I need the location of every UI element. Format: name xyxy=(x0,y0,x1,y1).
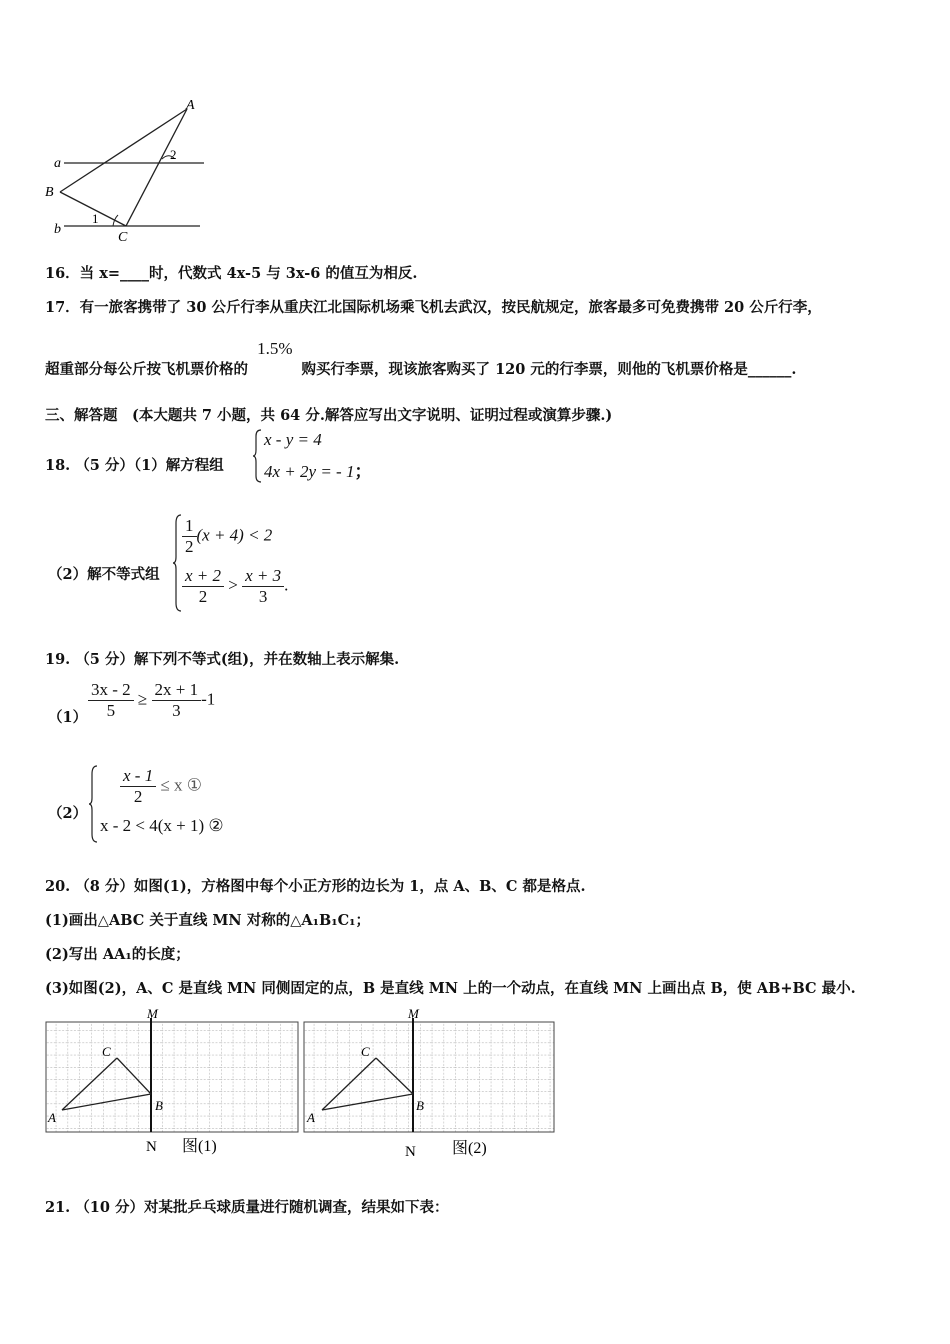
q18-ineq2-lfrac xyxy=(182,566,224,607)
label-A: A xyxy=(186,98,195,113)
label-C: C xyxy=(118,230,128,245)
question-18-part2: （2）解不等式组 xyxy=(48,566,160,583)
segment-ba xyxy=(60,109,187,192)
q19-p1-rfrac xyxy=(152,680,202,721)
question-19-title: 19. （5 分）解下列不等式(组)，并在数轴上表示解集. xyxy=(45,651,400,668)
label-m: M xyxy=(408,1006,419,1021)
question-20-title: 20. （8 分）如图(1)，方格图中每个小正方形的边长为 1，点 A、B、C 都是格点. xyxy=(45,878,586,895)
grid-figure-2 xyxy=(302,1006,558,1162)
q18-ineq2-rfrac xyxy=(242,566,284,607)
q18-ineq2-op: > xyxy=(228,575,238,595)
parallel-lines-figure xyxy=(40,95,220,245)
label-c: C xyxy=(102,1044,111,1059)
label-n: N xyxy=(146,1139,157,1155)
q18-ineq1-den: 2 xyxy=(185,537,194,556)
q19-p2-line1 xyxy=(120,766,202,807)
q19-p1-lnum: 3x - 2 xyxy=(88,680,134,701)
segment-ac xyxy=(126,109,187,226)
question-18-part1: 18. （5 分）（1）解方程组 xyxy=(45,457,224,474)
q20-sub1: (1)画出△ABC 关于直线 MN 对称的△A₁B₁C₁； xyxy=(45,912,370,929)
q20-sub2: (2)写出 AA₁的长度； xyxy=(45,946,190,963)
label-n: N xyxy=(405,1144,416,1160)
question-21: 21. （10 分）对某批乒乓球质量进行随机调查，结果如下表： xyxy=(45,1199,449,1216)
q18-eq2 xyxy=(264,457,371,482)
label-angle2: 2 xyxy=(170,147,177,162)
q19-part1-expr xyxy=(88,680,215,721)
q19-brace xyxy=(88,764,98,844)
q19-p1-rden: 3 xyxy=(172,701,181,720)
label-b: B xyxy=(416,1098,424,1113)
q19-p1-lden: 5 xyxy=(106,701,116,720)
q18-ineq2 xyxy=(182,566,288,607)
q18-ineq1-frac xyxy=(182,516,197,557)
label-b: B xyxy=(155,1098,163,1113)
q19-p1-rnum: 2x + 1 xyxy=(152,680,202,701)
q18-brace-1 xyxy=(252,428,262,484)
q19-p2-den: 2 xyxy=(133,787,143,806)
q19-part2-label: （2） xyxy=(48,805,88,822)
q18-ineq1-rest: (x + 4) < 2 xyxy=(196,525,273,545)
caption-figure-2: 图(2) xyxy=(452,1140,487,1157)
q19-p2-num: x - 1 xyxy=(120,766,156,787)
label-c: C xyxy=(361,1044,370,1059)
q19-p2-rest: ≤ x ① xyxy=(160,775,203,795)
q18-eq2-end: ； xyxy=(354,462,372,481)
caption-figure-1: 图(1) xyxy=(182,1138,217,1155)
q18-ineq2-lden: 2 xyxy=(198,587,208,606)
q18-eq2-text: 4x + 2y = - 1 xyxy=(264,462,355,481)
q17-text-b: 购买行李票，现该旅客购买了 120 元的行李票，则他的飞机票价格是______. xyxy=(301,361,797,378)
q20-sub3: (3)如图(2)，A、C 是直线 MN 同侧固定的点，B 是直线 MN 上的一个动点，在直线 MN 上画出点 B，使 AB+BC 最小. xyxy=(45,980,856,997)
label-b: b xyxy=(54,222,61,237)
q19-p1-op: ≥ xyxy=(137,689,148,709)
q19-p1-lfrac xyxy=(88,680,134,721)
q18-ineq2-rden: 3 xyxy=(258,587,268,606)
q19-p2-frac xyxy=(120,766,156,807)
question-17-line2 xyxy=(45,339,797,378)
q18-ineq1-num: 1 xyxy=(182,516,197,537)
q18-ineq1 xyxy=(182,516,272,557)
label-a: A xyxy=(307,1110,315,1125)
q18-brace-2 xyxy=(172,513,182,613)
question-17-line1: 17．有一旅客携带了 30 公斤行李从重庆江北国际机场乘飞机去武汉，按民航规定，旅客最多可免费携带 20 公斤行李， xyxy=(45,299,822,316)
label-B: B xyxy=(45,185,54,200)
question-16: 16．当 x=____时，代数式 4x-5 与 3x-6 的值互为相反. xyxy=(45,265,418,282)
q19-p1-tail: -1 xyxy=(201,689,216,709)
section-3-title: 三、解答题 (本大题共 7 小题，共 64 分.解答应写出文字说明、证明过程或演算步骤.) xyxy=(45,407,613,424)
label-a: a xyxy=(54,156,61,171)
q19-part1-label: （1） xyxy=(48,709,88,726)
q18-eq1: x - y = 4 xyxy=(264,430,322,449)
label-a: A xyxy=(48,1110,56,1125)
grid-figure-1 xyxy=(44,1006,300,1158)
q18-ineq2-rnum: x + 3 xyxy=(242,566,284,587)
label-m: M xyxy=(147,1006,158,1021)
q19-p2-line2: x - 2 < 4(x + 1) ② xyxy=(100,816,224,835)
q17-text-a: 超重部分每公斤按飞机票价格的 xyxy=(45,361,248,378)
q18-ineq2-lnum: x + 2 xyxy=(182,566,224,587)
q18-ineq2-end: . xyxy=(284,575,289,595)
label-angle1: 1 xyxy=(92,211,99,226)
q17-percent: 1.5% xyxy=(257,339,293,358)
